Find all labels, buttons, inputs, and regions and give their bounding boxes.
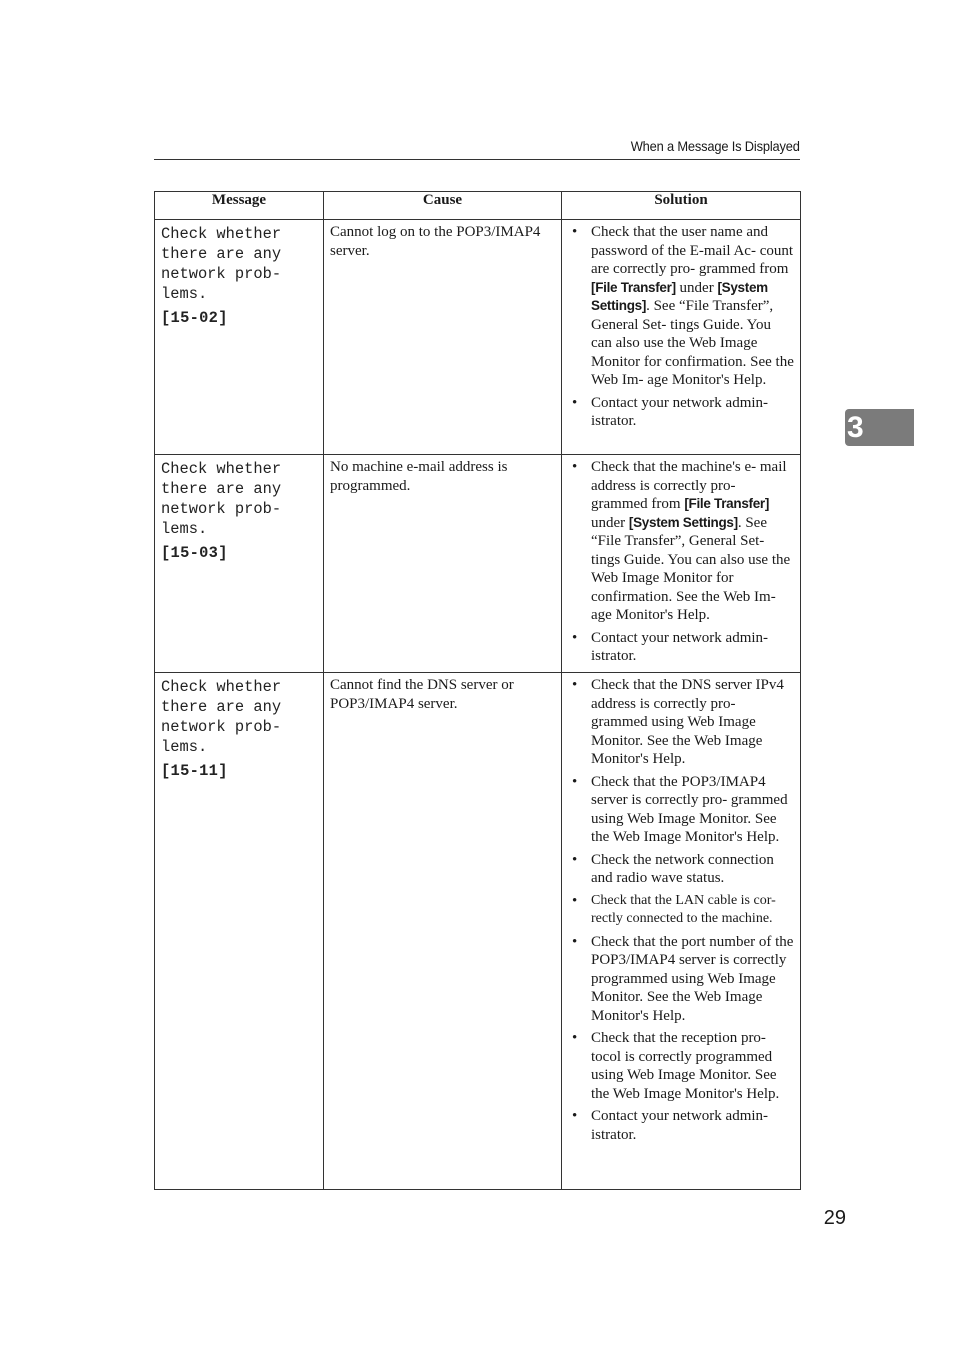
solution-item: • Check that the POP3/IMAP4 server is correctly pro- grammed using Web Image Monitor. See the Web Image Monitor's Help. xyxy=(568,773,794,847)
chapter-tab: 3 xyxy=(845,409,914,446)
solution-text: under xyxy=(675,279,718,296)
message-cell xyxy=(155,455,324,673)
solution-list xyxy=(568,458,794,666)
cause-cell: Cannot log on to the POP3/IMAP4 server. xyxy=(324,220,562,455)
solution-item: • Check that the port number of the POP3/IMAP4 server is correctly programmed using Web Image Monitor. See the Web Image Monitor's Help. xyxy=(568,933,794,1026)
menu-reference: [System Settings] xyxy=(628,514,738,530)
message-cell xyxy=(155,673,324,1190)
message-text: Check whether there are any network prob- lems. xyxy=(161,225,282,303)
error-code: [15-03] xyxy=(161,544,228,562)
table-header-row xyxy=(155,192,801,220)
solution-text: . See “File Transfer”, General Set- tings Guide. You can also use the Web Image Monitor for confirmation. See the Web Im- age Monitor's Help. xyxy=(591,514,791,623)
solution-item: • Contact your network admin- istrator. xyxy=(568,629,794,666)
message-table xyxy=(154,191,801,1190)
message-cell xyxy=(155,220,324,455)
column-header-message: Message xyxy=(155,192,324,220)
solution-text: Check that the machine's e- mail address is correctly pro- grammed from xyxy=(591,459,787,512)
table-row xyxy=(155,220,801,455)
solution-list xyxy=(568,223,794,431)
table-row xyxy=(155,673,801,1190)
column-header-cause: Cause xyxy=(324,192,562,220)
solution-text: under xyxy=(591,514,629,531)
menu-reference: [File Transfer] xyxy=(591,279,676,295)
column-header-solution: Solution xyxy=(562,192,801,220)
solution-item: • Check that the LAN cable is cor- rectly connected to the machine. xyxy=(568,892,794,929)
message-text: Check whether there are any network prob- lems. xyxy=(161,678,282,756)
solution-item xyxy=(568,458,794,625)
solution-text: Check that the user name and password of the E-mail Ac- count are correctly pro- grammed from xyxy=(591,224,794,277)
solution-item: • Contact your network admin- istrator. xyxy=(568,394,794,431)
solution-cell xyxy=(562,220,801,455)
message-text: Check whether there are any network prob- lems. xyxy=(161,460,282,538)
error-code: [15-11] xyxy=(161,762,228,780)
error-code: [15-02] xyxy=(161,309,228,327)
page-number: 29 xyxy=(823,1207,846,1229)
cause-cell: Cannot find the DNS server or POP3/IMAP4 server. xyxy=(324,673,562,1190)
menu-reference: [System Settings] xyxy=(591,279,768,313)
solution-list xyxy=(568,676,794,1144)
menu-reference: [File Transfer] xyxy=(684,496,770,511)
running-header-title: When a Message Is Displayed xyxy=(630,138,800,154)
solution-cell xyxy=(562,673,801,1190)
solution-item xyxy=(568,223,794,390)
solution-text: . See “File Transfer”, General Set- tings Guide. You can also use the Web Image Monitor for confirmation. See the Web Im- age Monitor's Help. xyxy=(591,298,794,388)
solution-cell xyxy=(562,455,801,673)
solution-item: • Contact your network admin- istrator. xyxy=(568,1107,794,1144)
cause-cell: No machine e-mail address is programmed. xyxy=(324,455,562,673)
solution-item: • Check that the DNS server IPv4 address is correctly pro- grammed using Web Image Monitor. See the Web Image Monitor's Help. xyxy=(568,676,794,769)
table-row xyxy=(155,455,801,673)
running-header xyxy=(154,138,800,160)
solution-item: • Check the network connection and radio wave status. xyxy=(568,851,794,888)
solution-item: • Check that the reception pro- tocol is correctly programmed using Web Image Monitor. See the Web Image Monitor's Help. xyxy=(568,1029,794,1103)
